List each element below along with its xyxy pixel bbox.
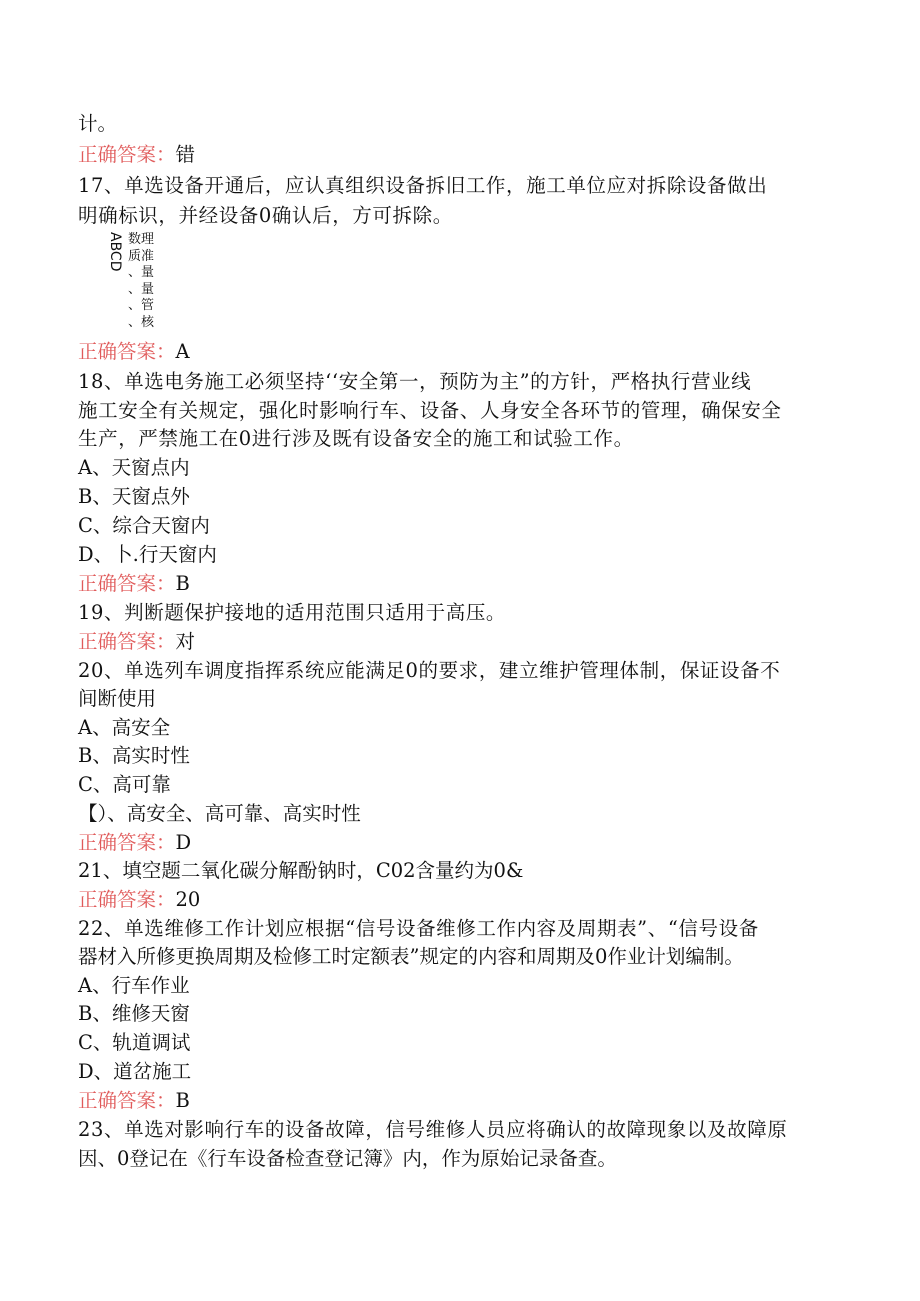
question-18-line-1: 18、单选电务施工必须坚持‘‘安全第一，预防为主”的方针，严格执行营业线 xyxy=(78,370,752,393)
question-18-line-2: 施工安全有关规定，强化时影响行车、设备、人身安全各环节的管理，确保安全 xyxy=(78,399,782,422)
option-fragment: 、量 xyxy=(128,265,155,280)
answer-line xyxy=(78,628,195,656)
question-23-line-1: 23、单选对影响行车的设备故障，信号维修人员应将确认的故障现象以及故障原 xyxy=(78,1118,788,1141)
option-b: B、维修天窗 xyxy=(78,1002,190,1025)
option-letters: ABCD xyxy=(107,232,123,272)
option-a: A、高安全 xyxy=(78,716,171,739)
answer-value: 20 xyxy=(175,888,201,911)
answer-label: 正确答案： xyxy=(78,888,176,911)
question-20-line-2: 间断使用 xyxy=(78,687,157,710)
answer-label: 正确答案： xyxy=(78,340,176,363)
question-17-line-2: 明确标识，并经设备0确认后，方可拆除。 xyxy=(78,204,453,227)
answer-line xyxy=(78,829,191,857)
question-23-line-2: 因、0登记在《行车设备检查登记簿》内，作为原始记录备查。 xyxy=(78,1147,617,1170)
answer-value: B xyxy=(175,1089,190,1112)
option-fragment: 、核 xyxy=(128,314,155,330)
option-fragment: 、量 xyxy=(128,281,155,297)
option-d: D、道岔施工 xyxy=(78,1060,192,1083)
question-22-line-1: 22、单选维修工作计划应根据“信号设备维修工作内容及周期表”、“信号设备 xyxy=(78,917,759,940)
option-fragment: 、管 xyxy=(128,298,155,313)
question-18-line-3: 生产，严禁施工在0进行涉及既有设备安全的施工和试验工作。 xyxy=(78,427,634,450)
text-line: 计。 xyxy=(78,112,118,135)
answer-line xyxy=(78,1087,190,1115)
question-21: 21、填空题二氧化碳分解酚钠时，C02含量约为0& xyxy=(78,859,524,882)
option-a: A、行车作业 xyxy=(78,974,190,997)
answer-line xyxy=(78,886,200,914)
option-d: 【）、高安全、高可靠、高实时性 xyxy=(78,802,361,825)
answer-label: 正确答案： xyxy=(78,630,176,653)
answer-label: 正确答案： xyxy=(78,1089,176,1112)
question-17-options xyxy=(108,232,168,336)
answer-value: A xyxy=(175,340,190,363)
option-d: D、卜.行天窗内 xyxy=(78,543,217,566)
option-fragment: 质准 xyxy=(128,248,155,264)
question-20-line-1: 20、单选列车调度指挥系统应能满足0的要求，建立维护管理体制，保证设备不 xyxy=(78,659,781,682)
option-c: C、高可靠 xyxy=(78,773,171,796)
option-fragment: 数理 xyxy=(128,232,155,247)
answer-line xyxy=(78,570,190,598)
option-b: B、高实时性 xyxy=(78,744,190,767)
option-b: B、天窗点外 xyxy=(78,485,190,508)
answer-value: D xyxy=(175,831,192,854)
option-a: A、天窗点内 xyxy=(78,456,190,479)
option-fragments xyxy=(128,232,154,331)
option-c: C、综合天窗内 xyxy=(78,514,210,537)
answer-label: 正确答案： xyxy=(78,572,176,595)
answer-line xyxy=(78,141,195,169)
option-c: C、轨道调试 xyxy=(78,1031,191,1054)
answer-value: B xyxy=(175,572,190,595)
answer-value: 错 xyxy=(175,143,196,166)
question-17-line-1: 17、单选设备开通后，应认真组织设备拆旧工作，施工单位应对拆除设备做出 xyxy=(78,174,768,197)
answer-label: 正确答案： xyxy=(78,143,176,166)
question-22-line-2: 器材入所修更换周期及检修工时定额表”规定的内容和周期及0作业计划编制。 xyxy=(78,945,744,968)
answer-label: 正确答案： xyxy=(78,831,176,854)
question-19: 19、判断题保护接地的适用范围只适用于高压。 xyxy=(78,601,507,624)
answer-line xyxy=(78,338,190,366)
answer-value: 对 xyxy=(175,630,196,653)
